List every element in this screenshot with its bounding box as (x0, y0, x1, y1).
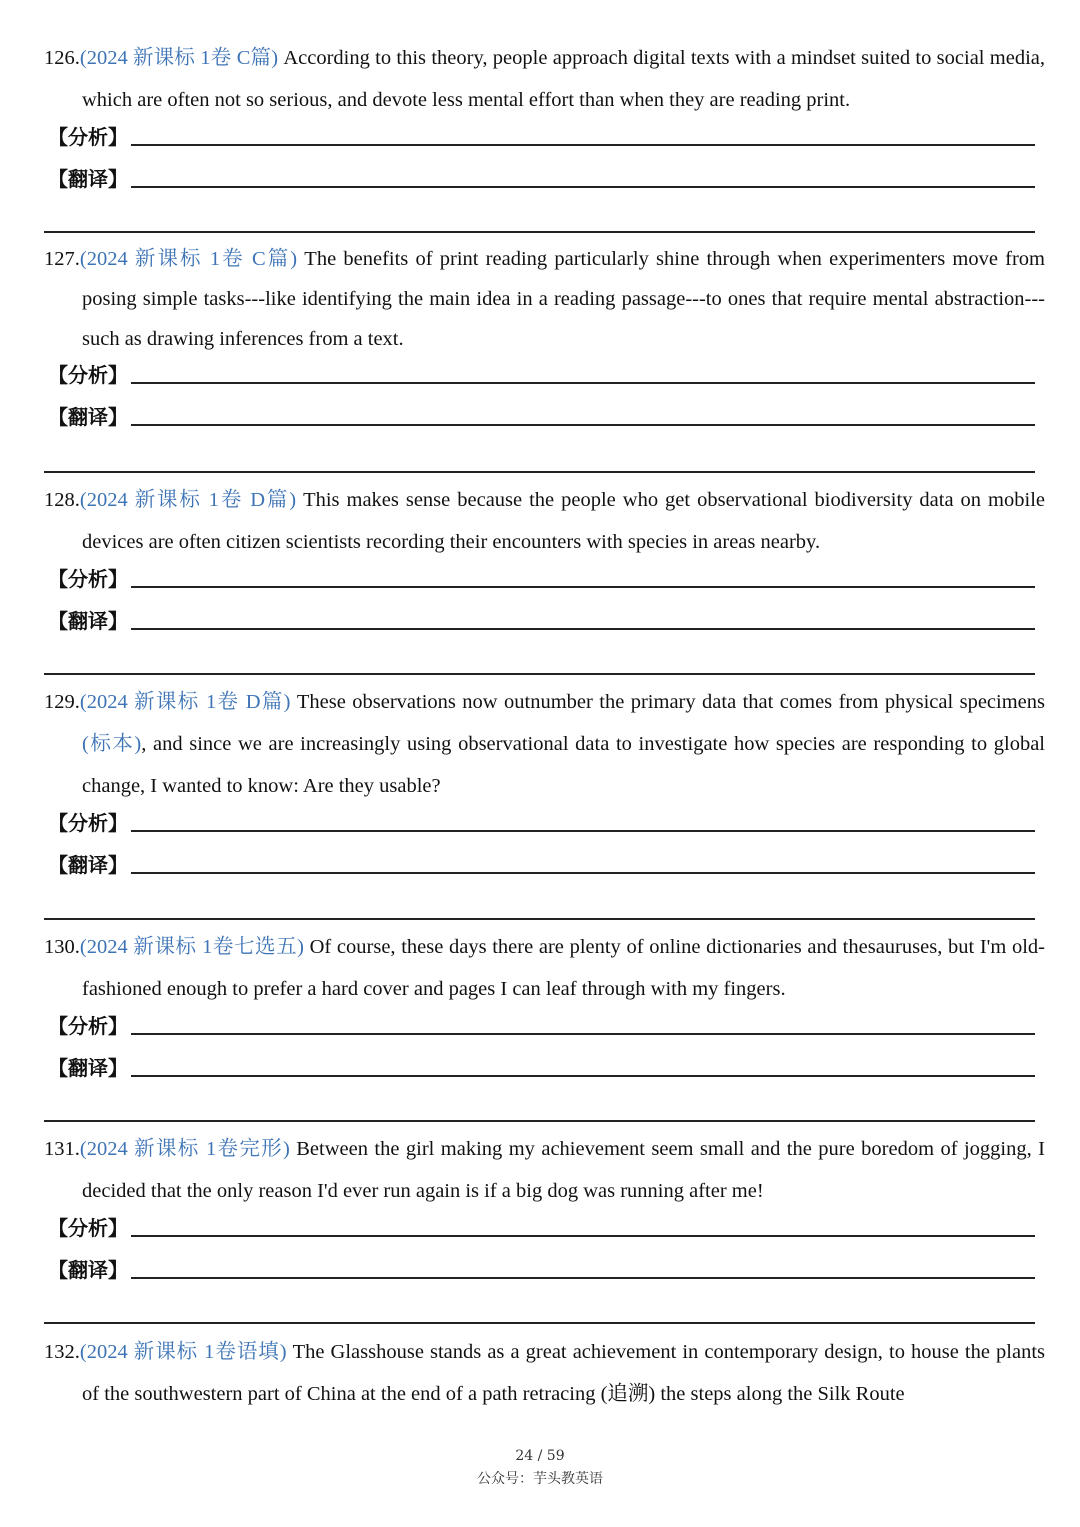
question-text (44, 681, 1045, 807)
translation-row (44, 163, 1045, 205)
question-sentence: Between the girl making my achievement seem small and the pure boredom of jogging, I decided that the only reason I'd ever run again is if a big dog was running after me! (82, 1138, 1045, 1202)
question-sentence: According to this theory, people approach digital texts with a mindset suited to social media, which are often not so serious, and devote less mental effort than when they are reading print. (82, 47, 1046, 111)
translation-answer-line[interactable] (131, 424, 1035, 426)
analysis-answer-line[interactable] (131, 830, 1035, 832)
answer-line-extra[interactable] (44, 918, 1035, 920)
question-number: 126. (44, 47, 80, 69)
question-source: (2024 新课标 1卷 D篇) (79, 489, 297, 511)
analysis-row (44, 563, 1045, 605)
question-text (44, 926, 1045, 1010)
translation-label: 【翻译】 (48, 1258, 128, 1282)
question-number: 129. (44, 691, 80, 713)
question-sentence: Of course, these days there are plenty of online dictionaries and thesauruses, but I'm old-fashioned enough to prefer a hard cover and pages I can leaf through with my fingers. (82, 936, 1045, 1000)
question-126 (44, 37, 1045, 205)
account-name: 公众号：芋头教英语 (477, 1471, 603, 1487)
translation-label: 【翻译】 (48, 1056, 128, 1080)
answer-line-extra[interactable] (44, 231, 1035, 233)
translation-answer-line[interactable] (131, 872, 1035, 874)
translation-label: 【翻译】 (48, 609, 128, 633)
analysis-answer-line[interactable] (131, 1235, 1035, 1237)
analysis-label: 【分析】 (48, 125, 128, 149)
analysis-row (44, 121, 1045, 163)
translation-label: 【翻译】 (48, 853, 128, 877)
question-text (44, 479, 1045, 563)
translation-row (44, 849, 1045, 891)
question-source: (2024 新课标 1卷语填) (79, 1341, 287, 1363)
question-131 (44, 1128, 1045, 1296)
answer-line-extra[interactable] (44, 1322, 1035, 1324)
question-sentence: The Glasshouse stands as a great achievement in contemporary design, to house the plants of the southwestern part of China at the end of a path retracing (追溯) the steps along the Silk Route (82, 1341, 1045, 1405)
translation-answer-line[interactable] (131, 628, 1035, 630)
question-132 (44, 1331, 1045, 1415)
question-text (44, 1128, 1045, 1212)
analysis-row (44, 807, 1045, 849)
answer-line-extra[interactable] (44, 673, 1035, 675)
gloss-highlight: (标本) (82, 733, 142, 755)
question-sentence: The benefits of print reading particularly shine through when experimenters move from posing simple tasks---like identifying the main idea in a reading passage---to ones that require mental abstraction---such as drawing inferences from a text. (82, 248, 1046, 350)
answer-line-extra[interactable] (44, 1120, 1035, 1122)
question-127 (44, 239, 1045, 443)
question-source: (2024 新课标 1卷 C篇) (79, 248, 298, 270)
translation-answer-line[interactable] (131, 186, 1035, 188)
question-128 (44, 479, 1045, 647)
analysis-label: 【分析】 (48, 1216, 128, 1240)
analysis-label: 【分析】 (48, 811, 128, 835)
translation-label: 【翻译】 (48, 405, 128, 429)
translation-row (44, 605, 1045, 647)
question-source: (2024 新课标 1卷七选五) (79, 936, 304, 958)
answer-line-extra[interactable] (44, 471, 1035, 473)
analysis-row (44, 1010, 1045, 1052)
page-number: 24 / 59 (515, 1448, 565, 1464)
question-sentence-part: These observations now outnumber the primary data that comes from physical specimens (290, 691, 1045, 713)
question-number: 130. (44, 936, 80, 958)
analysis-answer-line[interactable] (131, 382, 1035, 384)
question-129 (44, 681, 1045, 891)
analysis-label: 【分析】 (48, 1014, 128, 1038)
translation-label: 【翻译】 (48, 167, 128, 191)
question-number: 132. (44, 1341, 80, 1363)
question-source: (2024 新课标 1卷 C篇) (79, 47, 279, 69)
translation-row (44, 1254, 1045, 1296)
question-130 (44, 926, 1045, 1094)
analysis-answer-line[interactable] (131, 586, 1035, 588)
question-sentence-part: , and since we are increasingly using observational data to investigate how species are responding to global change, I wanted to know: Are they usable? (82, 733, 1045, 797)
translation-row (44, 401, 1045, 443)
translation-answer-line[interactable] (131, 1277, 1035, 1279)
analysis-answer-line[interactable] (131, 1033, 1035, 1035)
question-text (44, 37, 1045, 121)
analysis-label: 【分析】 (48, 567, 128, 591)
analysis-row (44, 1212, 1045, 1254)
question-number: 131. (44, 1138, 80, 1160)
analysis-answer-line[interactable] (131, 144, 1035, 146)
question-sentence: This makes sense because the people who get observational biodiversity data on mobile devices are often citizen scientists recording their encounters with species in areas nearby. (82, 489, 1045, 553)
question-source: (2024 新课标 1卷完形) (79, 1138, 290, 1160)
translation-row (44, 1052, 1045, 1094)
question-text (44, 1331, 1045, 1415)
question-number: 127. (44, 248, 80, 270)
question-number: 128. (44, 489, 80, 511)
question-source: (2024 新课标 1卷 D篇) (79, 691, 291, 713)
question-text (44, 239, 1045, 359)
analysis-row (44, 359, 1045, 401)
translation-answer-line[interactable] (131, 1075, 1035, 1077)
analysis-label: 【分析】 (48, 363, 128, 387)
